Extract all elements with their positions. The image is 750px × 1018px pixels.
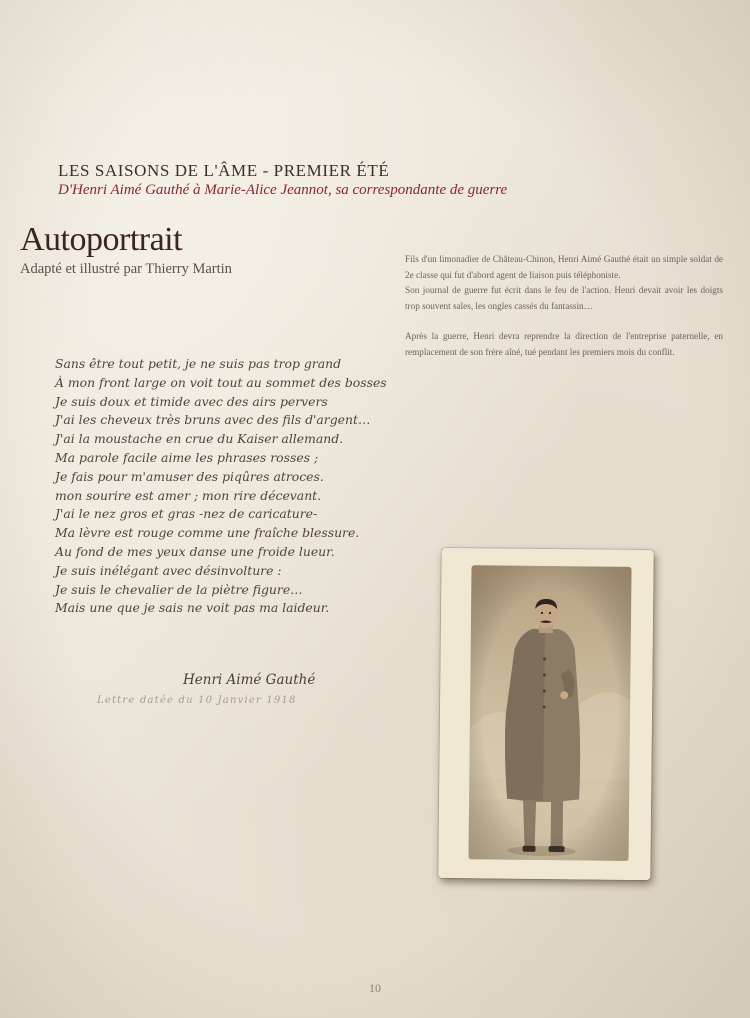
poem-line: Ma parole facile aime les phrases rosses ; bbox=[55, 449, 319, 465]
poem-line: Mais une que je sais ne voit pas ma laideur. bbox=[55, 600, 330, 616]
poem-line: Je fais pour m'amuser des piqûres atroces. bbox=[55, 468, 324, 484]
poem-line: Ma lèvre est rouge comme une fraîche blessure. bbox=[55, 525, 360, 541]
series-subtitle: D'Henri Aimé Gauthé à Marie-Alice Jeannot, sa correspondante de guerre bbox=[58, 182, 508, 198]
series-title: LES SAISONS DE L'ÂME - PREMIER ÉTÉ bbox=[58, 161, 390, 180]
poem-line: mon sourire est amer ; mon rire décevant. bbox=[55, 487, 322, 503]
soldier-photograph bbox=[438, 548, 653, 880]
page-number: 10 bbox=[369, 981, 381, 995]
bio-paragraph-gap bbox=[405, 314, 723, 329]
poem-line: J'ai la moustache en crue du Kaiser allemand. bbox=[55, 431, 344, 447]
poem-line: Je suis doux et timide avec des airs pervers bbox=[55, 393, 328, 409]
poem-line: Je suis inélégant avec désinvolture : bbox=[55, 562, 282, 578]
bio-paragraph-2: Son journal de guerre fut écrit dans le feu de l'action. Henri devait avoir les doigts trop souvent sales, les ongles cassés du fantassin… bbox=[405, 285, 723, 311]
poem-line: Sans être tout petit, je ne suis pas trop grand bbox=[55, 356, 342, 371]
poem-line: À mon front large on voit tout au sommet des bosses bbox=[55, 374, 387, 390]
poem-title: Autoportrait bbox=[20, 221, 183, 258]
poem-line: Au fond de mes yeux danse une froide lueur. bbox=[55, 543, 335, 559]
bio-paragraph-1: Fils d'un limonadier de Château-Chinon, Henri Aimé Gauthé était un simple soldat de 2e classe qui fut d'abord agent de liaison puis téléphoniste. bbox=[405, 254, 723, 280]
poem-credit: Adapté et illustré par Thierry Martin bbox=[20, 261, 232, 277]
poem-line: J'ai les cheveux très bruns avec des fils d'argent… bbox=[55, 412, 371, 428]
poem-line: Je suis le chevalier de la piètre figure… bbox=[55, 581, 303, 597]
poem-body bbox=[55, 355, 387, 618]
bio-text-block bbox=[405, 252, 723, 360]
bio-paragraph-3: Après la guerre, Henri devra reprendre la direction de l'entreprise paternelle, en remplacement de son frère aîné, tué pendant les premiers mois du conflit. bbox=[405, 331, 723, 357]
soldier-photo-image bbox=[438, 548, 653, 880]
signature: Henri Aimé Gauthé bbox=[183, 672, 316, 688]
poem-line: J'ai le nez gros et gras -nez de caricature- bbox=[55, 506, 318, 522]
letter-date: Lettre datée du 10 Janvier 1918 bbox=[97, 695, 297, 706]
